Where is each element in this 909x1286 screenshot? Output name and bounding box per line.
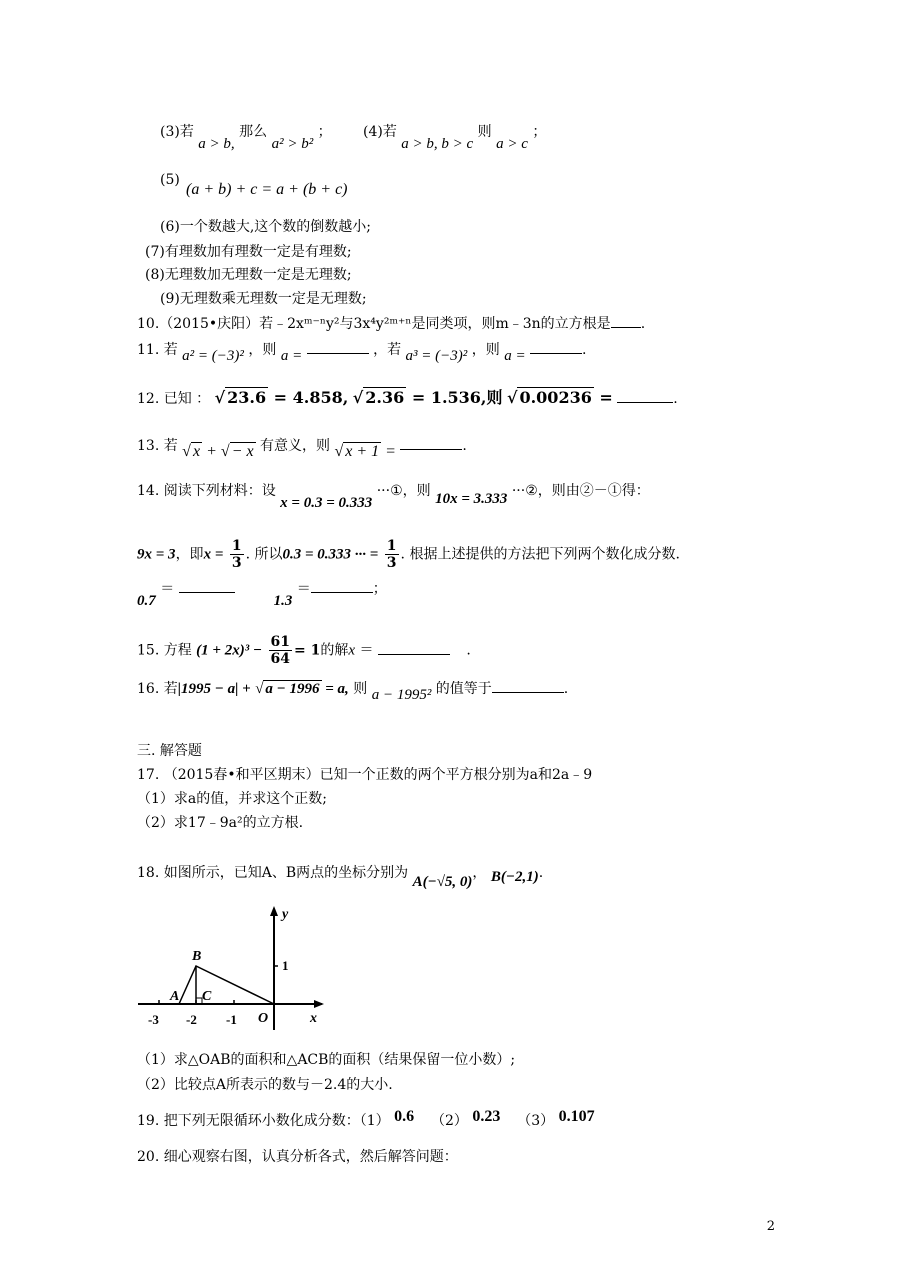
item-3: (3)若 a > b, 那么 a² > b² ； [160, 124, 332, 152]
point-c-label: C [202, 989, 212, 1004]
question-17-part-1: （1）求a的值，并求这个正数; [137, 791, 327, 807]
question-17-part-2: （2）求17﹣9a²的立方根. [137, 815, 304, 831]
item-9: (9)无理数乘无理数一定是无理数; [160, 291, 367, 307]
y-axis-arrow [270, 906, 278, 916]
axis-label-x: x [310, 1011, 317, 1026]
question-14-line-2: 9x = 3，即x = $\frac{1}{3}$ . 所以0.3 = 0.333 ··· = $\frac{1}{3}$ . 根据上述提供的方法把下列两个数化成分数. [137, 538, 680, 571]
question-13: 13. 若 √ x + √ − x 有意义，则 √ x + 1 = . [137, 435, 467, 456]
page-number: 2 [766, 1219, 775, 1234]
question-20: 20. 细心观察右图，认真分析各式，然后解答问题： [137, 1149, 458, 1165]
question-11: 11. 若 a² = (−3)² ，则 a = ，若 a³ = (−3)² ，则 a = . [137, 339, 586, 360]
question-10: 10.（2015•庆阳）若﹣2xᵐ⁻ⁿy²与3x⁴y²ᵐ⁺ⁿ是同类项，则m﹣3n的立方根是 . [137, 313, 645, 334]
answer-blank[interactable] [179, 578, 235, 593]
coordinate-figure [134, 900, 334, 1035]
answer-blank[interactable] [307, 339, 369, 354]
answer-blank[interactable] [617, 388, 673, 403]
origin-label: O [258, 1011, 269, 1026]
item-8: (8)无理数加无理数一定是无理数; [145, 267, 352, 283]
tick-label-y-1: 1 [282, 958, 289, 973]
question-18-part-2: （2）比较点A所表示的数与－2.4的大小. [137, 1077, 393, 1093]
item-4-condition: a > b, b > c [401, 136, 474, 152]
tick-label-x-m1: -1 [226, 1012, 237, 1027]
fraction: $\frac{1}{3}$ [231, 538, 242, 571]
question-12: 12. 已知 ： √ 23.6 = 4.858, √ 2.36 = 1.536,则 √ 0.00236 = . [137, 388, 678, 407]
item-5-expression: (a + b) + c = a + (b + c) [186, 181, 348, 198]
question-17: 17. （2015春•和平区期末）已知一个正数的两个平方根分别为a和2a﹣9 [137, 767, 593, 783]
item-6: (6)一个数越大,这个数的倒数越小; [160, 219, 371, 235]
triangle-oab [179, 966, 274, 1004]
answer-blank[interactable] [611, 313, 641, 328]
axis-label-y: y [282, 907, 289, 922]
answer-blank[interactable] [492, 678, 564, 693]
item-7: (7)有理数加有理数一定是有理数; [145, 244, 352, 260]
tick-label-x-m3: -3 [148, 1012, 159, 1027]
item-4: (4)若 a > b, b > c 则 a > c ； [363, 124, 547, 152]
item-5: (5) [160, 172, 180, 188]
question-15: 15. 方程 (1 + 2x)³ − $\frac{61}{64}$ = 1的解x ＝ . [137, 634, 471, 667]
question-18-part-1: （1）求△OAB的面积和△ACB的面积（结果保留一位小数）; [137, 1052, 516, 1068]
question-14-line-3: 0.7 ＝ 1.3 ＝ ； [137, 578, 387, 599]
point-a-label: A [170, 989, 180, 1004]
question-19: 19. 把下列无限循环小数化成分数：（1） 0.6 （2） 0.23 （3） 0.107 [137, 1108, 595, 1129]
question-16: 16. 若|1995 − a| + √ a − 1996 = a, 则 a − 1995² 的值等于 . [137, 678, 568, 699]
section-title: 三. 解答题 [137, 743, 202, 759]
answer-blank[interactable] [378, 640, 450, 655]
fraction: $\frac{1}{3}$ [386, 538, 397, 571]
item-3-result: a² > b² [271, 136, 314, 152]
item-4-result: a > c [496, 136, 528, 152]
tick-label-x-m2: -2 [186, 1012, 197, 1027]
answer-blank[interactable] [311, 578, 373, 593]
x-axis-arrow [314, 1000, 324, 1008]
item-3-condition: a > b, [198, 136, 235, 152]
fraction: $\frac{61}{64}$ [270, 634, 290, 667]
question-14: 14. 阅读下列材料：设 x = 0.3 = 0.333 ···①，则 10x = 3.333 ···②，则由②－①得： [137, 483, 650, 511]
question-18: 18. 如图所示，已知A、B两点的坐标分别为 A(−√5, 0)， B(−2,1). [137, 865, 544, 890]
point-b-label: B [192, 949, 202, 964]
answer-blank[interactable] [400, 435, 462, 450]
answer-blank[interactable] [530, 339, 582, 354]
